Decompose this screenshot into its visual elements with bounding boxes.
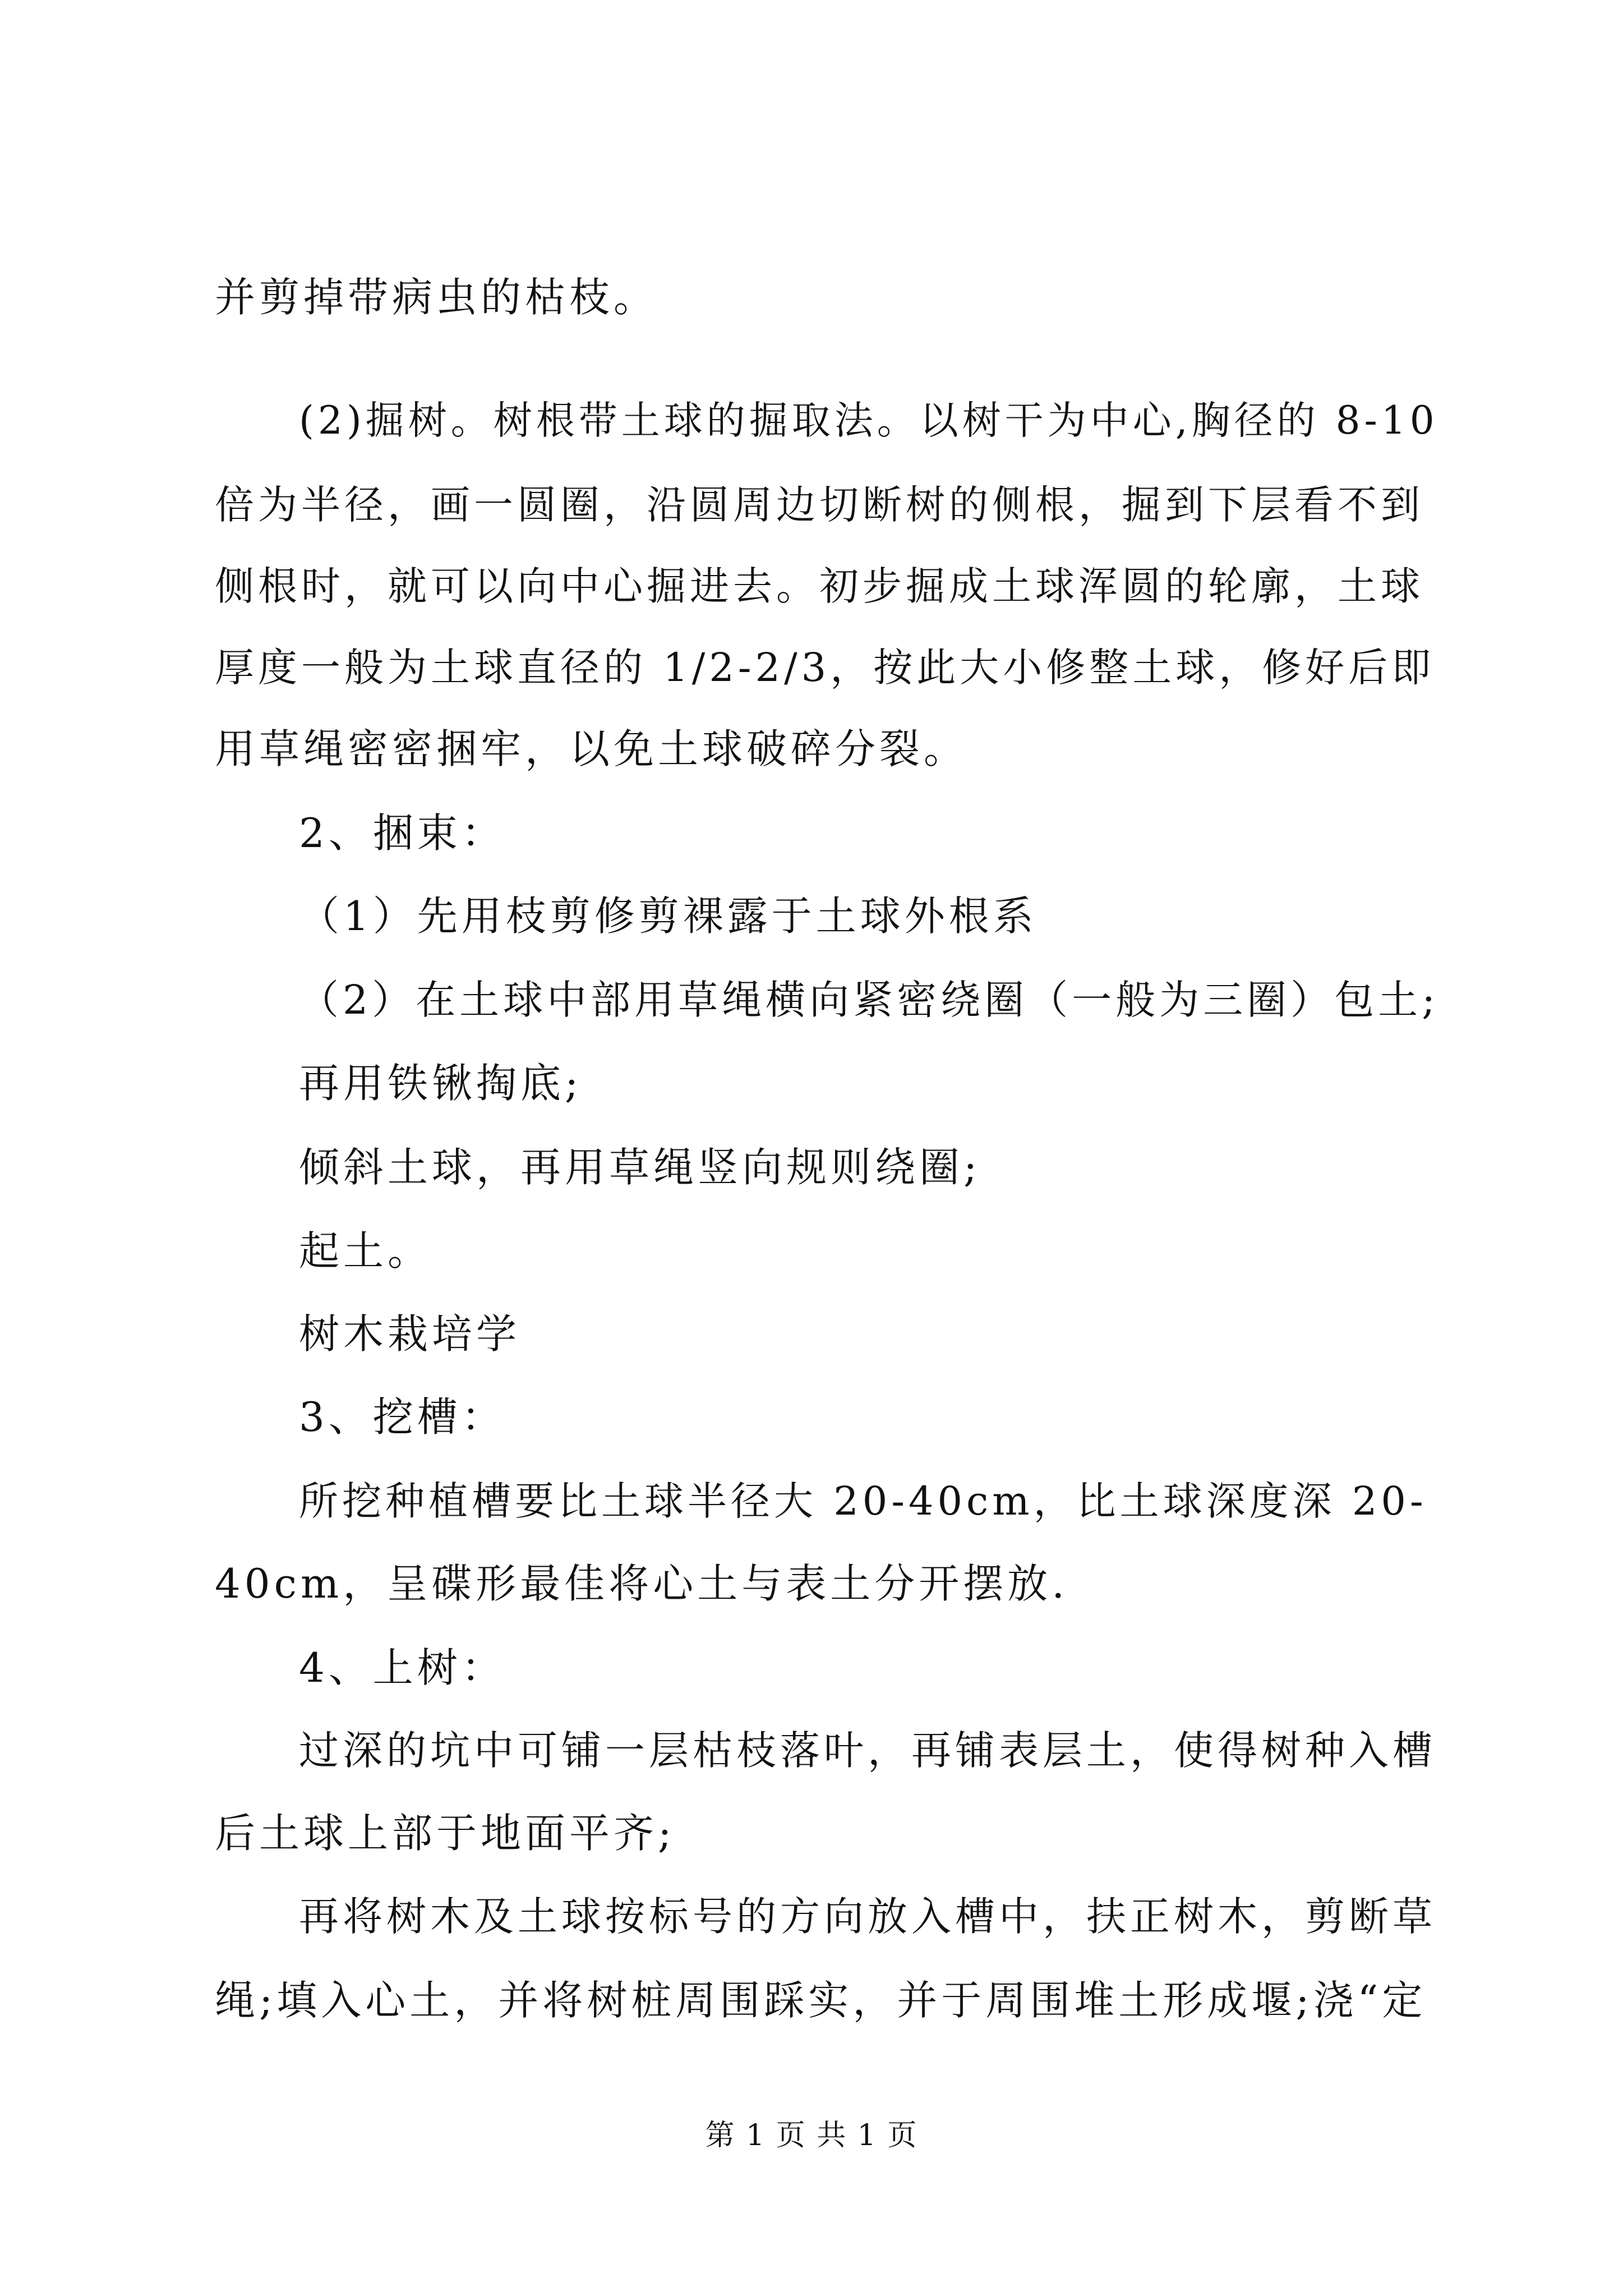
text-line: 起土。 [299,1227,432,1274]
text-line: 后土球上部于地面平齐; [215,1810,676,1857]
text-line: 用草绳密密捆牢，以免土球破碎分裂。 [215,725,969,772]
text-line: 倾斜土球，再用草绳竖向规则绕圈; [299,1144,981,1191]
text-line: 树木栽培学 [299,1310,521,1358]
text-line: 倍为半径，画一圆圈，沿圆周边切断树的侧根，掘到下层看不到 [215,482,1424,528]
text-line: 厚度一般为土球直径的 1/2-2/3，按此大小修整土球，修好后即 [215,645,1435,691]
text-line: 再将树木及土球按标号的方向放入槽中，扶正树木，剪断草 [299,1893,1437,1940]
text-line: 40cm，呈碟形最佳将心土与表土分开摆放. [215,1560,1069,1607]
text-line: 绳;填入心土，并将树桩周围踩实，并于周围堆土形成堰;浇“定 [215,1977,1427,2024]
text-line: 3、挖槽： [299,1393,506,1441]
text-line: (2)掘树。树根带土球的掘取法。以树干为中心,胸径的 8-10 [299,398,1438,443]
page-footer: 第 1 页 共 1 页 [705,2119,918,2152]
text-line: 并剪掉带病虫的枯枝。 [215,274,658,321]
text-line: 所挖种植槽要比土球半径大 20-40cm，比土球深度深 20- [299,1478,1427,1524]
text-line: （1）先用枝剪修剪裸露于土球外根系 [299,892,1038,940]
text-line: 过深的坑中可铺一层枯枝落叶，再铺表层土，使得树种入槽 [299,1727,1437,1774]
text-line: 2、捆束： [299,809,506,857]
text-line: 再用铁锹掏底; [299,1060,583,1107]
text-line: 4、上树： [299,1644,506,1691]
text-line: （2）在土球中部用草绳横向紧密绕圈（一般为三圈）包土; [299,977,1440,1023]
text-line: 侧根时，就可以向中心掘进去。初步掘成土球浑圆的轮廓，土球 [215,563,1424,609]
